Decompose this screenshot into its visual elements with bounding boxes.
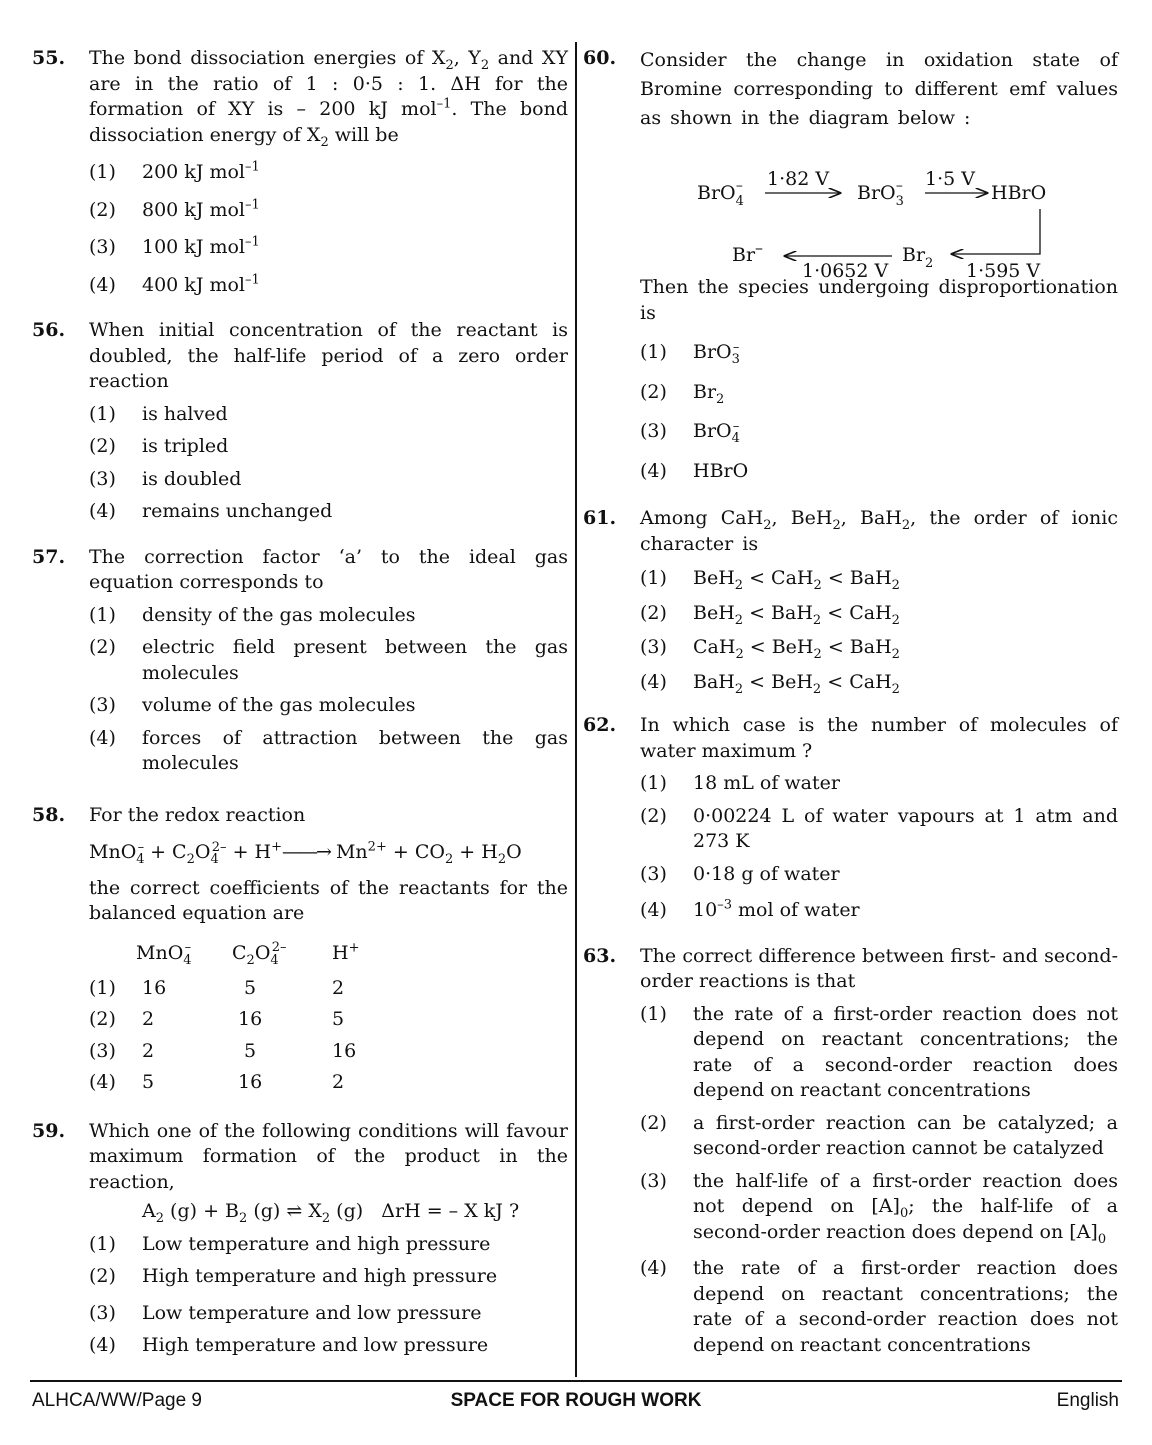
option[interactable]: (3) 100 kJ mol$^{-1}$ <box>89 234 260 258</box>
question-stem: For the redox reaction <box>89 803 306 826</box>
option[interactable]: (1) the rate of a first-order reaction does not depend on reactant concentrations; the rate of a second-order reaction does depend on reactant concentrations <box>640 1002 1118 1101</box>
species-bro3: BrO$_3$– <box>857 178 904 209</box>
option[interactable]: (3) BrO$_4$– <box>640 418 740 446</box>
coefficient-table <box>32 935 359 1099</box>
question-61 <box>583 506 1118 695</box>
question-number: 59. <box>32 1119 66 1142</box>
option[interactable]: (4) forces of attraction between the gas molecules <box>89 726 568 774</box>
question-stem: The bond dissociation energies of $X_2$, $Y_2$ and XY are in the ratio of 1 : 0·5 : 1. ΔH for the formation of XY is – 200 kJ mol$^{-1}$. The bond dissociation energy of $X_2$ will be <box>89 47 568 150</box>
question-63 <box>583 944 1118 1359</box>
bromine-emf-diagram <box>640 137 1118 282</box>
question-58 <box>32 803 568 1099</box>
option[interactable]: (3) volume of the gas molecules <box>89 694 416 716</box>
question-stem: The correction factor ‘a’ to the ideal gas equation corresponds to <box>89 545 568 593</box>
question-stem: The correct difference between first- and second-order reactions is that <box>640 944 1118 992</box>
question-number: 60. <box>583 47 617 69</box>
question-number: 63. <box>583 944 617 967</box>
table-row[interactable]: (2) 2 16 5 <box>89 1008 345 1030</box>
option[interactable]: (1) Low temperature and high pressure <box>89 1232 491 1255</box>
question-number: 61. <box>583 507 617 529</box>
option[interactable]: (1) density of the gas molecules <box>89 603 416 626</box>
question-stem: Consider the change in oxidation state of Bromine corresponding to different emf values as shown in the diagram below : <box>640 49 1118 129</box>
column-divider <box>575 42 577 1377</box>
option[interactable]: (4) $10^{-3}$ mol of water <box>640 897 860 921</box>
table-row[interactable]: (4) 5 16 2 <box>89 1071 345 1093</box>
table-row[interactable]: (3) 2 5 16 <box>89 1039 357 1062</box>
species-hbro: HBrO <box>991 182 1047 204</box>
right-column <box>583 46 1118 1358</box>
species-bro4: BrO$_4$– <box>697 178 744 209</box>
option[interactable]: (2) $Br_2$ <box>640 380 725 407</box>
option[interactable]: (3) is doubled <box>89 467 242 490</box>
footer-rule <box>30 1380 1122 1382</box>
option[interactable]: (2) a first-order reaction can be catalyzed; a second-order reaction cannot be catalyzed <box>640 1111 1118 1159</box>
emf-label: 1·595 V <box>966 260 1041 282</box>
option[interactable]: (2) is tripled <box>89 435 229 457</box>
option[interactable]: (2) electric field present between the gas molecules <box>89 636 568 684</box>
species-br-minus: Br– <box>732 238 764 266</box>
option[interactable]: (3) the half-life of a first-order reaction does not depend on $[A]_0$; the half-life of a second-order reaction does depend on $[A]_0$ <box>640 1169 1118 1247</box>
question-56 <box>32 318 568 525</box>
header-h: H+ <box>332 940 360 964</box>
question-stem: Which one of the following conditions will favour maximum formation of the product in the reaction, <box>89 1119 568 1193</box>
option[interactable]: (1) BrO$_3$– <box>640 339 740 367</box>
question-59 <box>32 1119 568 1359</box>
question-number: 56. <box>32 319 66 341</box>
question-62 <box>583 713 1118 924</box>
question-57 <box>32 545 568 777</box>
option[interactable]: (2) 0·00224 L of water vapours at 1 atm and 273 K <box>640 804 1118 852</box>
option[interactable]: (1) BeH$_2$ < CaH$_2$ < BaH$_2$ <box>640 567 900 593</box>
arrow-3 <box>952 209 1040 254</box>
header-c2o4: $C_2O_4^{2-}$ <box>232 940 287 968</box>
question-stem: When initial concentration of the reactant is doubled, the half-life period of a zero order reaction <box>89 319 568 392</box>
option[interactable]: (2) 800 kJ mol$^{-1}$ <box>89 197 260 221</box>
emf-label: 1·82 V <box>767 168 830 190</box>
option[interactable]: (1) 18 mL of water <box>640 772 840 794</box>
option[interactable]: (1) 200 kJ mol$^{-1}$ <box>89 159 260 183</box>
question-60 <box>583 46 1118 484</box>
left-column <box>32 46 568 1359</box>
option[interactable]: (3) CaH$_2$ < BeH$_2$ < BaH$_2$ <box>640 636 900 662</box>
question-stem-continued: Then the species undergoing disproportionation is <box>640 276 1118 324</box>
emf-label: 1·0652 V <box>802 260 889 282</box>
option[interactable]: (4) 400 kJ mol$^{-1}$ <box>89 272 260 296</box>
header-mno4: MnO$_4$– <box>136 940 192 968</box>
option[interactable]: (2) BeH$_2$ < BaH$_2$ < CaH$_2$ <box>640 601 900 628</box>
question-number: 58. <box>32 803 66 826</box>
emf-label: 1·5 V <box>925 168 975 190</box>
question-number: 62. <box>583 714 617 736</box>
footer-page-code: ALHCA/WW/Page 9 <box>32 1390 202 1411</box>
question-number: 57. <box>32 545 66 568</box>
option[interactable]: (4) BaH$_2$ < BeH$_2$ < CaH$_2$ <box>640 670 900 697</box>
question-number: 55. <box>32 47 66 69</box>
redox-equation: $MnO_4^- + C_2O_4^{2-}$ + H+——→ $Mn^{2+} + CO_2 + H_2O$ <box>89 839 522 867</box>
question-stem: Among CaH$_2$, BeH$_2$, BaH$_2$, the order of ionic character is <box>640 507 1118 555</box>
option[interactable]: (3) 0·18 g of water <box>640 862 840 885</box>
question-stem-continued: the correct coefficients of the reactants for the balanced equation are <box>89 876 568 924</box>
option[interactable]: (4) the rate of a first-order reaction does depend on reactant concentrations; the rate of a second-order reaction does not depend on reactant concentrations <box>640 1257 1118 1356</box>
footer-rough-work: SPACE FOR ROUGH WORK <box>450 1390 702 1411</box>
option[interactable]: (4) HBrO <box>640 459 749 482</box>
question-stem: In which case is the number of molecules of water maximum ? <box>640 714 1118 762</box>
equilibrium-equation: $A_2$ $(g) + B_2$ (g) ⇌ $X_2$ (g) ΔrH = – X kJ ? <box>142 1200 520 1226</box>
table-row[interactable]: (1) 16 5 2 <box>89 976 345 999</box>
footer-language: English <box>1056 1390 1119 1411</box>
question-55 <box>32 46 568 298</box>
option[interactable]: (1) is halved <box>89 402 228 425</box>
species-br2: $Br_2$ <box>902 244 934 271</box>
option[interactable]: (3) Low temperature and low pressure <box>89 1301 482 1324</box>
option[interactable]: (2) High temperature and high pressure <box>89 1265 498 1287</box>
option[interactable]: (4) remains unchanged <box>89 500 333 522</box>
option[interactable]: (4) High temperature and low pressure <box>89 1334 489 1356</box>
